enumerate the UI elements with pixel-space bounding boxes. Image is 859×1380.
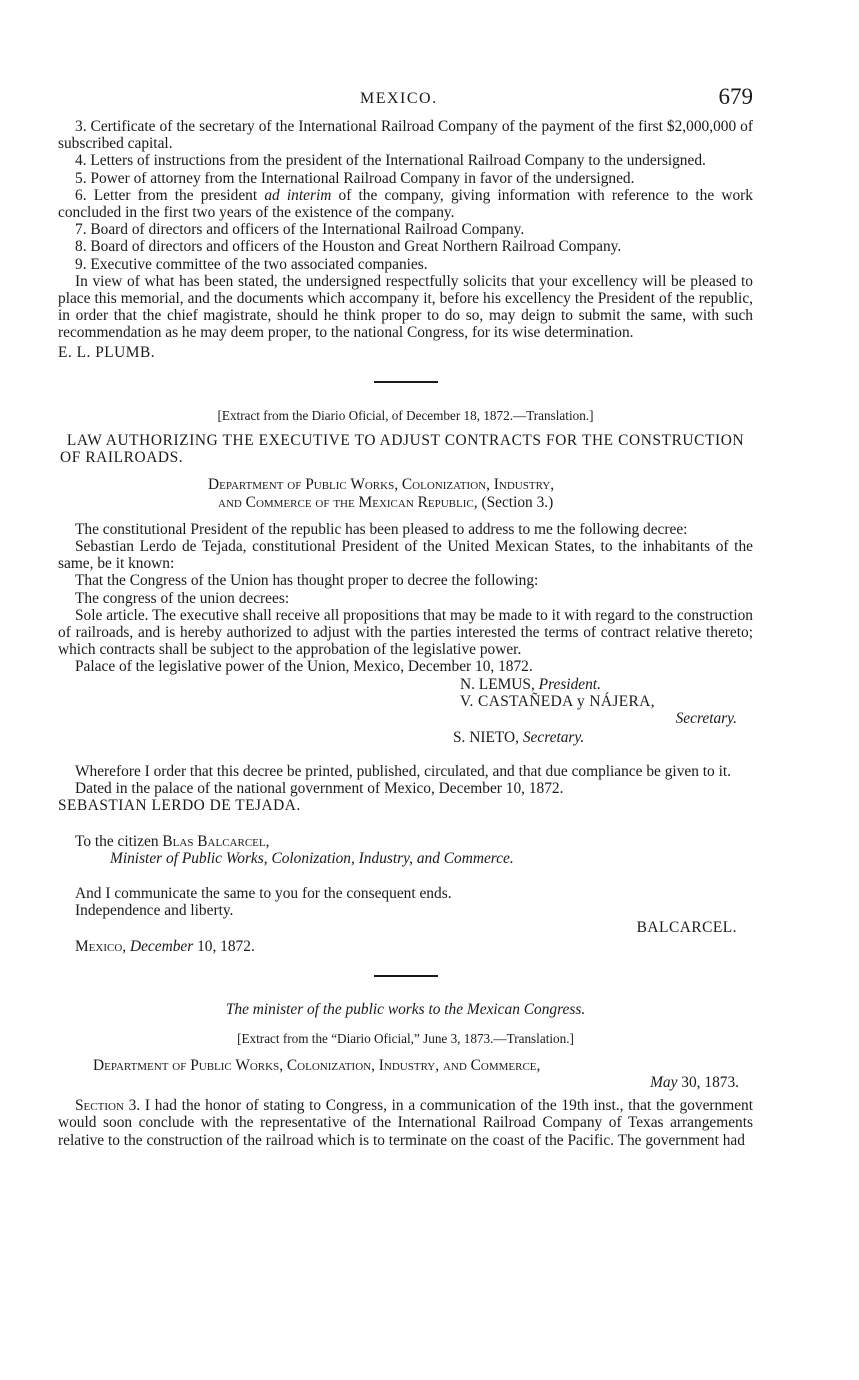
- balcarcel-signature: BALCARCEL.: [636, 918, 737, 936]
- memorial-item-5: 5. Power of attorney from the International Railroad Company in favor of the undersigned.: [75, 169, 635, 187]
- law-communication: And I communicate the same to you for the consequent ends. Independence and liberty. BALCARCEL. Mexico, December 10, 1872.: [58, 885, 753, 956]
- law-extract-note: [Extract from the Diario Oficial, of December 18, 1872.—Translation.]: [217, 407, 594, 423]
- memorial-item-4: 4. Letters of instructions from the president of the International Railroad Company to the undersigned.: [75, 152, 706, 170]
- law-paragraph: The constitutional President of the republic has been pleased to address to me the following decree:: [75, 520, 688, 538]
- page-number: 679: [718, 84, 753, 109]
- law-paragraph: The congress of the union decrees:: [75, 589, 290, 607]
- memorial-item-3: 3. Certificate of the secretary of the International Railroad Company of the payment of the first $2,000,000 of subscribed capital.: [58, 118, 753, 153]
- minister-extract-note: [Extract from the “Diario Oficial,” June 3, 1873.—Translation.]: [237, 1030, 574, 1046]
- minister-department: Department of Public Works, Colonization, Industry, and Commerce, May 30, 1873.: [93, 1056, 739, 1091]
- memorial-item-6: 6. Letter from the president ad interim of the company, giving information with reference to the work concluded in the first two years of the existence of the company.: [58, 186, 753, 222]
- memorial-item-9: 9. Executive committee of the two associated companies.: [75, 255, 428, 273]
- law-title: LAW AUTHORIZING THE EXECUTIVE TO ADJUST CONTRACTS FOR THE CONSTRUCTION OF RAILROADS.: [60, 432, 745, 467]
- memorial-item-8: 8. Board of directors and officers of the Houston and Great Northern Railroad Company.: [75, 238, 622, 256]
- document-page: [58, 84, 753, 1149]
- law-sole-article: Sole article. The executive shall receive all propositions that may be made to it with regard to the construction of railroads, and is hereby authorized to adjust with the parties interested the terms of contract relative thereto; which contracts shall be subject to the approbation of the legislative power.: [58, 606, 753, 659]
- law-address: To the citizen Blas Balcarcel, Minister of Public Works, Colonization, Industry, and Commerce.: [75, 833, 514, 868]
- law-department: Department of Public Works, Colonization, Industry, and Commerce of the Mexican Republic, (Section 3.): [208, 476, 555, 511]
- law-signatures: N. LEMUS, President. V. CASTAÑEDA y NÁJERA, Secretary. S. NIETO, Secretary.: [453, 675, 737, 747]
- minister-heading: The minister of the public works to the Mexican Congress.: [225, 1001, 586, 1019]
- section-divider: [374, 381, 438, 383]
- section-divider: [374, 975, 438, 977]
- law-paragraph: Sebastian Lerdo de Tejada, constitutional President of the United Mexican States, to the inhabitants of the same, be it known:: [58, 538, 753, 573]
- law-paragraph: That the Congress of the Union has thought proper to decree the following:: [75, 572, 539, 590]
- memorial-item-7: 7. Board of directors and officers of the International Railroad Company.: [75, 221, 525, 239]
- page-header: [58, 84, 753, 114]
- plumb-signature: E. L. PLUMB.: [58, 343, 156, 361]
- memorial-documents-list: [58, 118, 753, 361]
- law-order: Wherefore I order that this decree be printed, published, circulated, and that due compliance be given to it. Dated in the palace of the national government of Mexico, December 10, 1872. SEBASTIAN LERDO DE TEJADA.: [58, 763, 753, 815]
- law-body: [58, 521, 753, 676]
- memorial-closing: In view of what has been stated, the undersigned respectfully solicits that your excellency will be pleased to place this memorial, and the documents which accompany it, before his excellency the President of the republic, in order that the chief magistrate, should he think proper to do so, may deign to submit the same, with such recommendation as he may deem proper, to the national Congress, for its wise determination.: [58, 272, 753, 342]
- minister-section-3: Section 3. I had the honor of stating to Congress, in a communication of the 19th inst., that the government would soon conclude with the representative of the International Railroad Company of Texas arrangements relative to the construction of the railroad which is to terminate on the coast of the Pacific. The government had: [58, 1097, 753, 1149]
- running-head: MEXICO.: [360, 90, 438, 107]
- president-signature: SEBASTIAN LERDO DE TEJADA.: [58, 796, 301, 814]
- law-paragraph: Palace of the legislative power of the Union, Mexico, December 10, 1872.: [75, 658, 533, 676]
